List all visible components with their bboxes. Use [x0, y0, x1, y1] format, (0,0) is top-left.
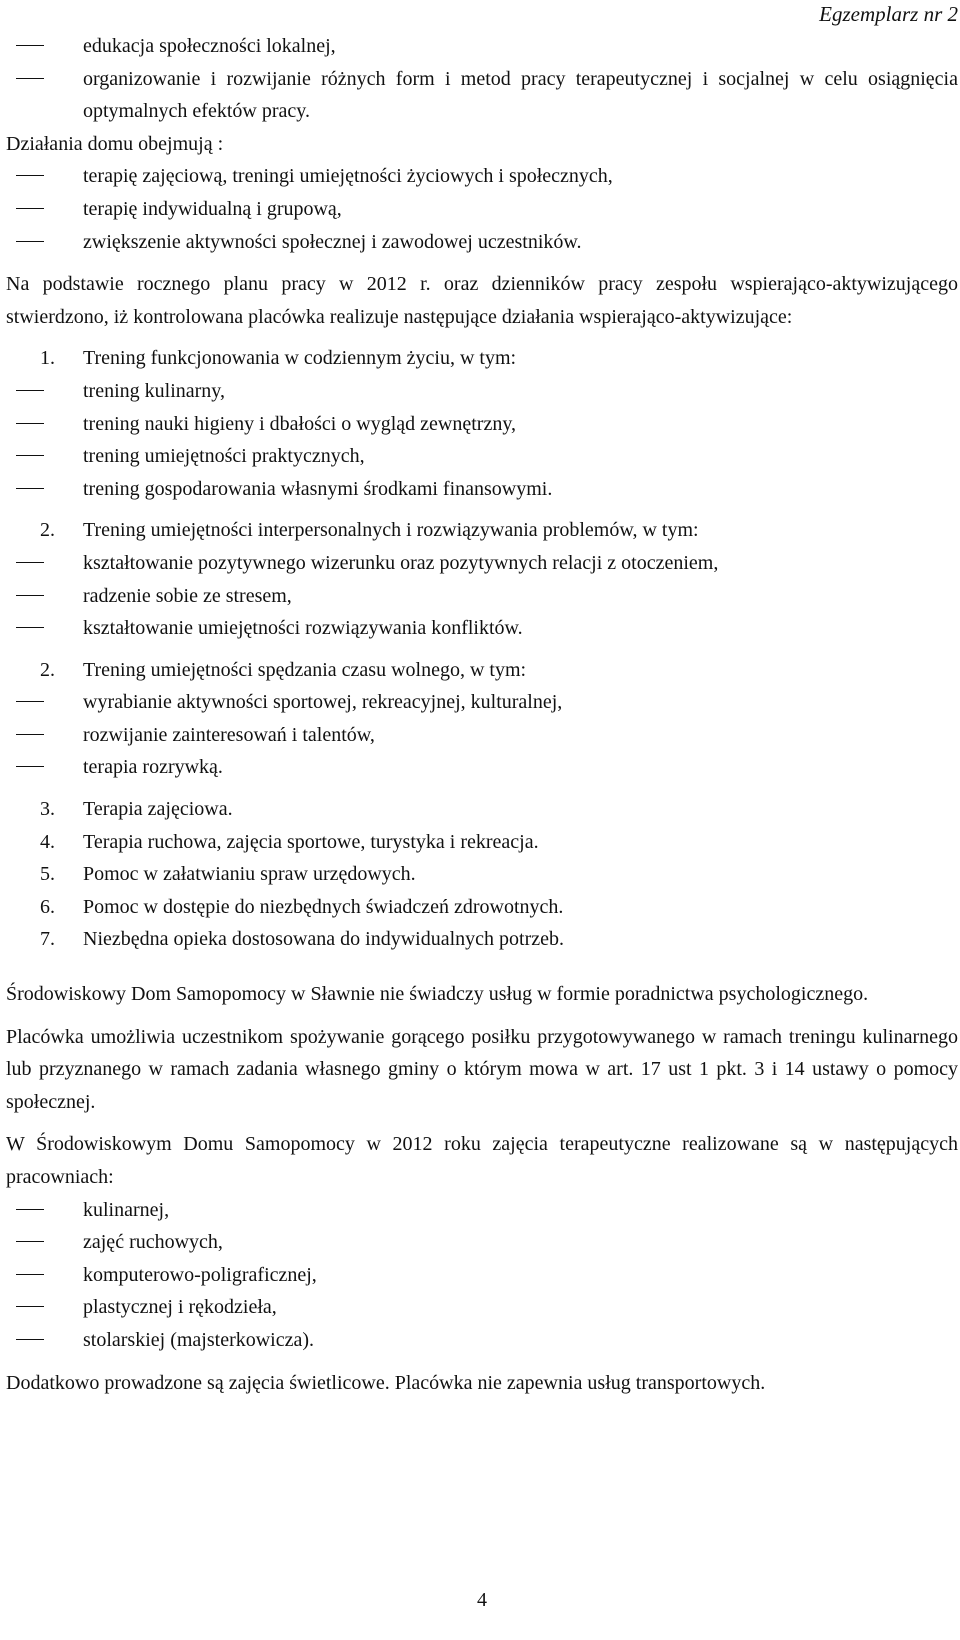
list-item — [6, 375, 958, 408]
workshops-list — [6, 1194, 958, 1357]
dash-bullet-icon — [16, 390, 44, 391]
item-text: Pomoc w dostępie do niezbędnych świadczeń zdrowotnych. — [83, 895, 564, 918]
list-item-text: wyrabianie aktywności sportowej, rekreacyjnej, kulturalnej, — [83, 691, 563, 714]
dash-bullet-icon — [16, 766, 44, 767]
list-item-text: rozwijanie zainteresowań i talentów, — [83, 723, 375, 746]
numbered-item — [6, 891, 958, 924]
list-item-text: stolarskiej (majsterkowicza). — [83, 1328, 315, 1351]
page-number: 4 — [477, 1589, 487, 1611]
numbered-item — [6, 923, 958, 956]
extra-paragraph: Dodatkowo prowadzone są zajęcia świetlicowe. Placówka nie zapewnia usług transportowych. — [6, 1371, 766, 1394]
item-text: Terapia ruchowa, zajęcia sportowe, turystyka i rekreacja. — [83, 830, 539, 853]
dash-bullet-icon — [16, 701, 44, 702]
psychology-paragraph: Środowiskowy Dom Samopomocy w Sławnie nie świadczy usług w formie poradnictwa psychologicznego. — [6, 983, 869, 1006]
list-item-text: plastycznej i rękodzieła, — [83, 1296, 277, 1319]
section-title: Trening funkcjonowania w codziennym życiu, w tym: — [83, 347, 517, 370]
copy-label: Egzemplarz nr 2 — [819, 2, 958, 26]
section-3-list — [6, 686, 958, 784]
list-item-text: terapię indywidualną i grupową, — [83, 197, 342, 220]
list-item-text: organizowanie i rozwijanie różnych form i metod pracy terapeutycznej i socjalnej w celu osiągnięcia optymalnych efektów pracy. — [83, 67, 958, 123]
list-item-text: komputerowo-poligraficznej, — [83, 1263, 317, 1286]
list-item — [6, 473, 958, 506]
section-1-list — [6, 375, 958, 505]
list-item-text: terapia rozrywką. — [83, 756, 223, 779]
list-item — [6, 751, 958, 784]
list-item-text: trening umiejętności praktycznych, — [83, 445, 365, 468]
list-item — [6, 1291, 958, 1324]
list-item-text: edukacja społeczności lokalnej, — [83, 35, 336, 57]
dash-bullet-icon — [16, 1241, 44, 1242]
list-item-text: trening gospodarowania własnymi środkami finansowymi. — [83, 477, 553, 500]
item-number: 6. — [40, 895, 55, 918]
actions-intro: Działania domu obejmują : — [6, 132, 224, 155]
document-page — [6, 0, 958, 1640]
list-item-text: trening nauki higieny i dbałości o wygląd zewnętrzny, — [83, 412, 517, 435]
numbered-list — [6, 793, 958, 956]
item-number: 4. — [40, 830, 55, 853]
dash-bullet-icon — [16, 595, 44, 596]
list-item-text: radzenie sobie ze stresem, — [83, 584, 292, 607]
item-text: Terapia zajęciowa. — [83, 798, 233, 821]
dash-bullet-icon — [16, 175, 44, 176]
dash-bullet-icon — [16, 627, 44, 628]
item-number: 3. — [40, 798, 55, 821]
list-item-text: zajęć ruchowych, — [83, 1231, 223, 1254]
numbered-item — [6, 858, 958, 891]
numbered-item — [6, 793, 958, 826]
list-item — [6, 719, 958, 752]
plan-paragraph: Na podstawie rocznego planu pracy w 2012 r. oraz dzienników pracy zespołu wspierająco-aktywizującego stwierdzono, iż kontrolowana placówka realizuje następujące działania wspierająco-aktywizujące: — [6, 273, 958, 328]
list-item — [6, 63, 958, 128]
dash-bullet-icon — [16, 45, 44, 46]
activity-list — [6, 30, 958, 128]
list-item — [6, 1226, 958, 1259]
dash-bullet-icon — [16, 1306, 44, 1307]
section-1-heading — [6, 342, 958, 375]
document-body — [6, 30, 958, 1399]
dash-bullet-icon — [16, 734, 44, 735]
dash-bullet-icon — [16, 1339, 44, 1340]
dash-bullet-icon — [16, 1209, 44, 1210]
list-item-text: kształtowanie umiejętności rozwiązywania konfliktów. — [83, 617, 523, 640]
list-item — [6, 612, 958, 645]
section-3-heading — [6, 654, 958, 687]
list-item-text: trening kulinarny, — [83, 379, 226, 402]
section-number: 1. — [40, 347, 55, 370]
section-title: Trening umiejętności spędzania czasu wolnego, w tym: — [83, 658, 527, 681]
section-2-list — [6, 547, 958, 645]
dash-bullet-icon — [16, 78, 44, 79]
dash-bullet-icon — [16, 1274, 44, 1275]
numbered-item — [6, 826, 958, 859]
list-item — [6, 193, 958, 226]
dash-bullet-icon — [16, 423, 44, 424]
list-item — [6, 226, 958, 259]
dash-bullet-icon — [16, 562, 44, 563]
section-number: 2. — [40, 658, 55, 681]
list-item — [6, 440, 958, 473]
list-item — [6, 30, 958, 63]
list-item — [6, 580, 958, 613]
section-title: Trening umiejętności interpersonalnych i rozwiązywania problemów, w tym: — [83, 519, 699, 542]
list-item-text: zwiększenie aktywności społecznej i zawodowej uczestników. — [83, 230, 582, 253]
list-item-text: kulinarnej, — [83, 1198, 170, 1221]
dash-bullet-icon — [16, 488, 44, 489]
list-item — [6, 408, 958, 441]
dash-bullet-icon — [16, 241, 44, 242]
item-text: Niezbędna opieka dostosowana do indywidualnych potrzeb. — [83, 928, 564, 951]
dash-bullet-icon — [16, 208, 44, 209]
item-number: 5. — [40, 863, 55, 886]
actions-list — [6, 160, 958, 258]
list-item — [6, 160, 958, 193]
section-2-heading — [6, 514, 958, 547]
list-item-text: terapię zajęciową, treningi umiejętności życiowych i społecznych, — [83, 165, 613, 188]
section-number: 2. — [40, 519, 55, 542]
list-item — [6, 686, 958, 719]
list-item — [6, 547, 958, 580]
item-text: Pomoc w załatwianiu spraw urzędowych. — [83, 863, 416, 886]
workshops-paragraph: W Środowiskowym Domu Samopomocy w 2012 roku zajęcia terapeutyczne realizowane są w następujących pracowniach: — [6, 1133, 958, 1188]
list-item — [6, 1259, 958, 1292]
list-item-text: kształtowanie pozytywnego wizerunku oraz pozytywnych relacji z otoczeniem, — [83, 551, 719, 574]
dash-bullet-icon — [16, 455, 44, 456]
meal-paragraph: Placówka umożliwia uczestnikom spożywanie gorącego posiłku przygotowywanego w ramach treningu kulinarnego lub przyznanego w ramach zadania własnego gminy o którym mowa w art. 17 ust 1 pkt. 3 i 14 ustawy o pomocy społecznej. — [6, 1025, 958, 1113]
item-number: 7. — [40, 928, 55, 951]
list-item — [6, 1194, 958, 1227]
list-item — [6, 1324, 958, 1357]
